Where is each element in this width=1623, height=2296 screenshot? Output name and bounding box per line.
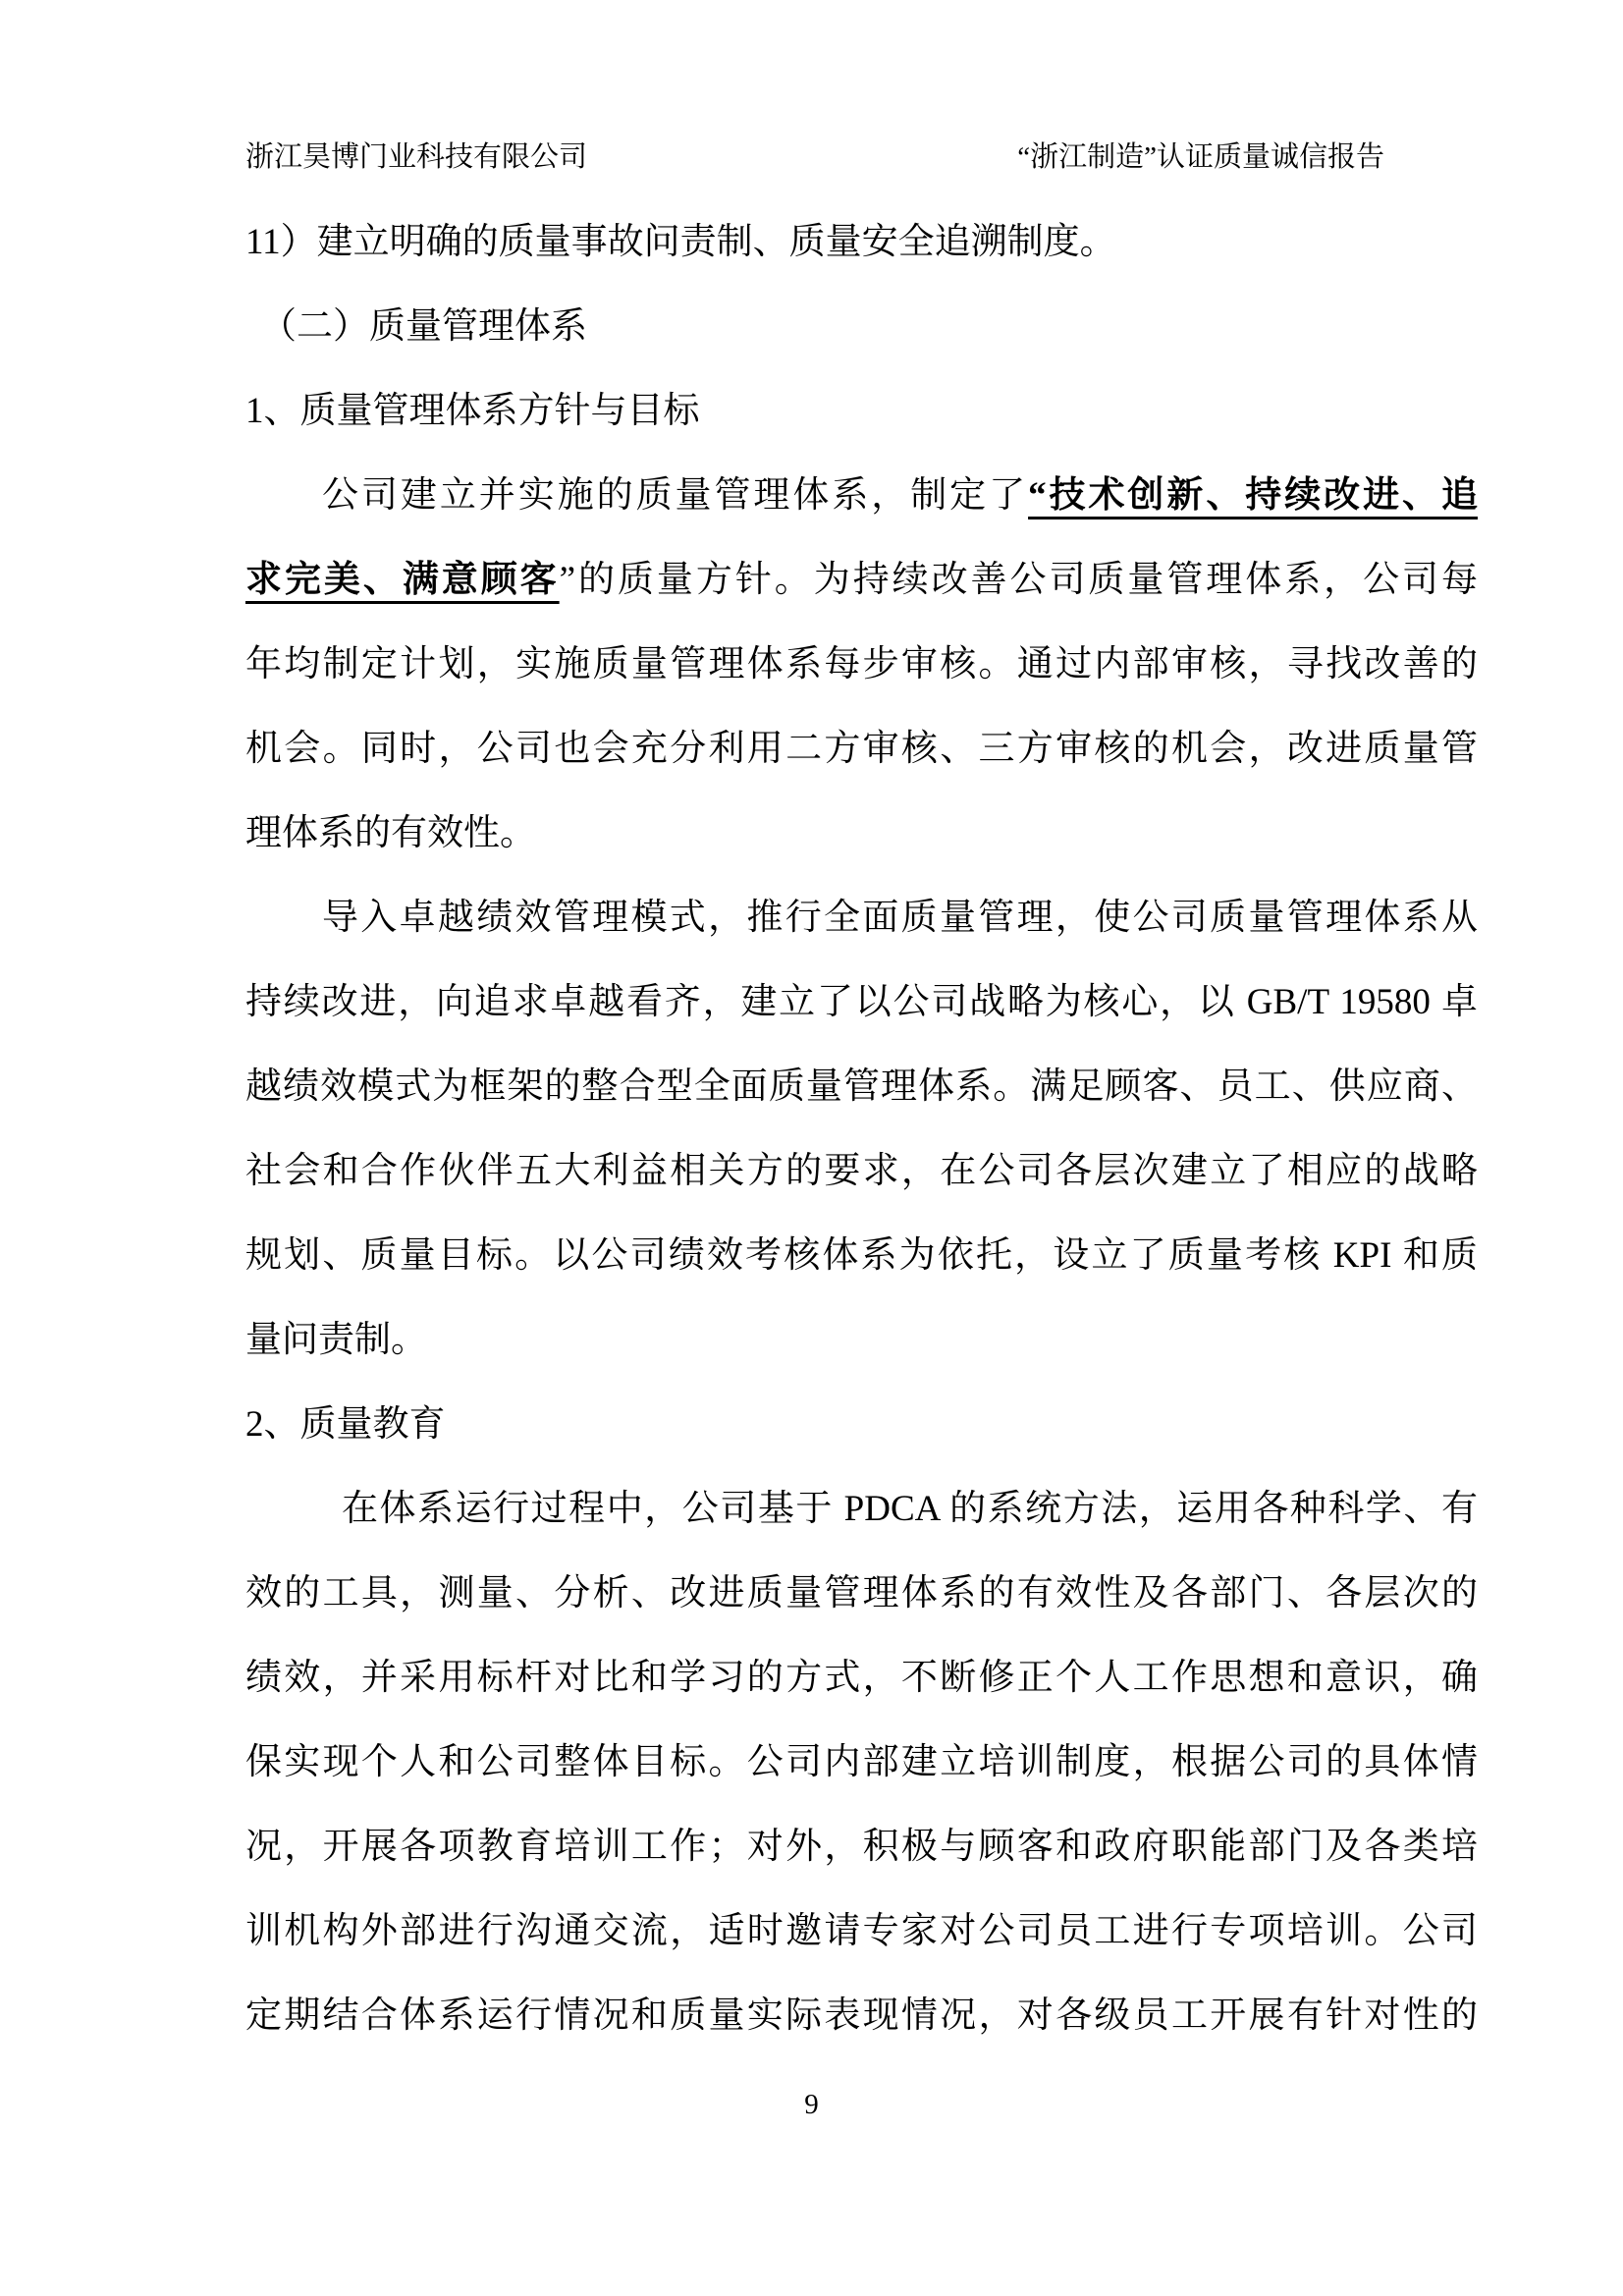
text-line <box>245 792 1478 876</box>
text-segment: 11）建立明确的质量事故问责制、质量安全追溯制度。 <box>245 222 1116 262</box>
text-line <box>245 1721 1478 1805</box>
text-line <box>245 454 1478 538</box>
text-line <box>245 623 1478 707</box>
text-segment: 机会。同时，公司也会充分利用二方审核、三方审核的机会，改进质量管 <box>245 729 1478 769</box>
text-line <box>245 1214 1478 1298</box>
text-segment: 年均制定计划，实施质量管理体系每步审核。通过内部审核，寻找改善的 <box>245 644 1478 684</box>
text-segment: 定期结合体系运行情况和质量实际表现情况，对各级员工开展有针对性的 <box>245 1995 1478 2036</box>
text-segment: 持续改进，向追求卓越看齐，建立了以公司战略为核心，以 GB/T 19580 卓 <box>245 982 1478 1022</box>
text-line <box>245 1467 1478 1552</box>
quality-policy-emphasis: 求完美、满意顾客 <box>245 560 560 600</box>
text-line <box>245 200 1478 285</box>
text-segment: 1、质量管理体系方针与目标 <box>245 391 700 431</box>
text-segment: ”的质量方针。为持续改善公司质量管理体系，公司每 <box>559 560 1479 600</box>
text-segment: （二）质量管理体系 <box>260 306 587 347</box>
text-segment: 理体系的有效性。 <box>245 813 536 853</box>
text-segment: 绩效，并采用标杆对比和学习的方式，不断修正个人工作思想和意识，确 <box>245 1658 1478 1698</box>
quality-policy-emphasis: “技术创新、持续改进、追 <box>1028 475 1479 516</box>
text-line <box>245 1974 1478 2058</box>
text-line <box>245 285 1478 369</box>
text-line <box>245 1298 1478 1383</box>
text-line <box>245 1889 1478 1974</box>
text-line <box>245 1383 1478 1467</box>
text-line <box>245 876 1478 960</box>
text-segment: 导入卓越绩效管理模式，推行全面质量管理，使公司质量管理体系从 <box>322 898 1478 938</box>
text-line <box>245 369 1478 454</box>
text-line <box>245 1552 1478 1636</box>
text-line <box>245 1129 1478 1214</box>
text-segment: 公司建立并实施的质量管理体系，制定了 <box>322 475 1029 516</box>
text-segment: 况，开展各项教育培训工作；对外，积极与顾客和政府职能部门及各类培 <box>245 1827 1478 1867</box>
text-segment: 保实现个人和公司整体目标。公司内部建立培训制度，根据公司的具体情 <box>245 1742 1478 1782</box>
text-segment: 2、质量教育 <box>245 1404 446 1445</box>
text-segment: 越绩效模式为框架的整合型全面质量管理体系。满足顾客、员工、供应商、 <box>245 1066 1478 1107</box>
header-company-name: 浙江昊博门业科技有限公司 <box>245 141 588 173</box>
text-segment: 规划、质量目标。以公司绩效考核体系为依托，设立了质量考核 KPI 和质 <box>245 1235 1478 1276</box>
text-line <box>245 1805 1478 1889</box>
text-line <box>245 960 1478 1045</box>
page-header <box>245 139 1384 177</box>
text-line <box>245 1636 1478 1721</box>
header-report-title: “浙江制造”认证质量诚信报告 <box>1017 141 1384 173</box>
text-line <box>245 707 1478 792</box>
document-body <box>245 200 1478 2058</box>
page-number: 9 <box>804 2089 819 2120</box>
text-segment: 量问责制。 <box>245 1320 427 1360</box>
page-footer <box>0 2088 1623 2122</box>
text-line <box>245 538 1478 623</box>
text-segment: 在体系运行过程中，公司基于 PDCA 的系统方法，运用各种科学、有 <box>342 1489 1478 1529</box>
text-segment: 社会和合作伙伴五大利益相关方的要求，在公司各层次建立了相应的战略 <box>245 1151 1478 1191</box>
text-segment: 训机构外部进行沟通交流，适时邀请专家对公司员工进行专项培训。公司 <box>245 1911 1478 1951</box>
text-line <box>245 1045 1478 1129</box>
text-segment: 效的工具，测量、分析、改进质量管理体系的有效性及各部门、各层次的 <box>245 1573 1478 1613</box>
